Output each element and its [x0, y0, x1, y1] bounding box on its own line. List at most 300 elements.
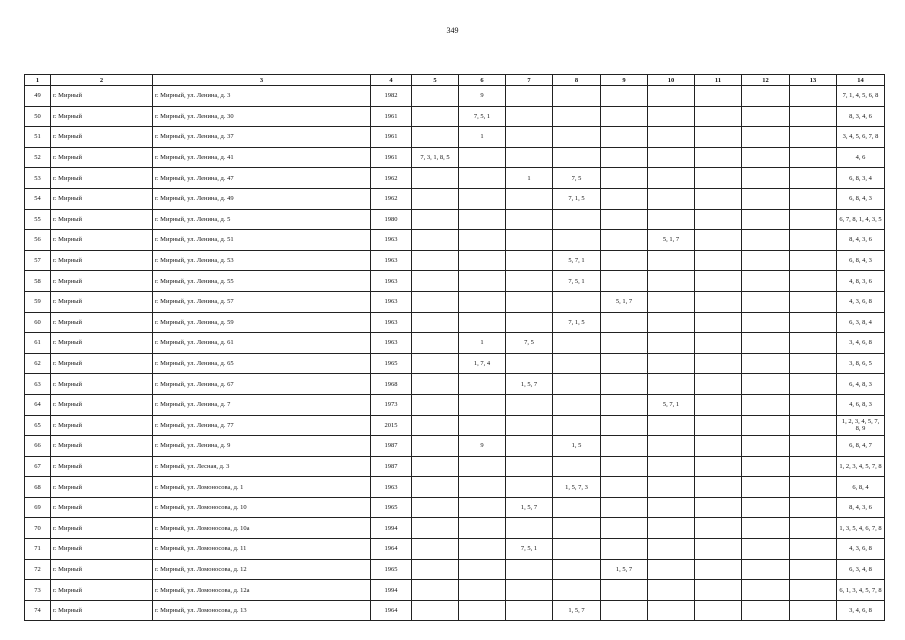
- cell-col-6: 1: [459, 333, 506, 354]
- cell-col-3: г. Мирный, ул. Ломоносова, д. 12: [153, 559, 371, 580]
- cell-col-4: 1961: [371, 127, 412, 148]
- cell-col-12: [742, 518, 790, 539]
- cell-col-7: 1: [506, 168, 553, 189]
- cell-col-11: [695, 250, 742, 271]
- cell-col-3: г. Мирный, ул. Ленина, д. 51: [153, 230, 371, 251]
- cell-col-1: 56: [25, 230, 51, 251]
- cell-col-6: [459, 230, 506, 251]
- cell-col-4: 1961: [371, 106, 412, 127]
- cell-col-8: [553, 497, 601, 518]
- cell-col-13: [790, 230, 837, 251]
- cell-col-1: 54: [25, 188, 51, 209]
- cell-col-6: 1, 7, 4: [459, 353, 506, 374]
- cell-col-9: [601, 497, 648, 518]
- cell-col-10: [648, 436, 695, 457]
- cell-col-13: [790, 477, 837, 498]
- cell-col-13: [790, 333, 837, 354]
- table-row: [25, 168, 885, 189]
- cell-col-10: [648, 312, 695, 333]
- cell-col-11: [695, 374, 742, 395]
- cell-col-1: 70: [25, 518, 51, 539]
- cell-col-4: 1963: [371, 333, 412, 354]
- cell-col-6: [459, 539, 506, 560]
- cell-col-2: г. Мирный: [51, 477, 153, 498]
- cell-col-7: [506, 106, 553, 127]
- table-row: [25, 559, 885, 580]
- cell-col-14: 6, 8, 4: [837, 477, 885, 498]
- cell-col-2: г. Мирный: [51, 518, 153, 539]
- cell-col-13: [790, 456, 837, 477]
- cell-col-3: г. Мирный, ул. Ломоносова, д. 13: [153, 600, 371, 621]
- cell-col-11: [695, 291, 742, 312]
- cell-col-7: 7, 5: [506, 333, 553, 354]
- cell-col-3: г. Мирный, ул. Ленина, д. 77: [153, 415, 371, 436]
- cell-col-13: [790, 436, 837, 457]
- cell-col-12: [742, 168, 790, 189]
- cell-col-14: 6, 1, 3, 4, 5, 7, 8: [837, 580, 885, 601]
- cell-col-11: [695, 456, 742, 477]
- cell-col-4: 1962: [371, 168, 412, 189]
- cell-col-10: [648, 209, 695, 230]
- cell-col-1: 72: [25, 559, 51, 580]
- cell-col-1: 50: [25, 106, 51, 127]
- cell-col-9: [601, 312, 648, 333]
- cell-col-1: 67: [25, 456, 51, 477]
- cell-col-6: 1: [459, 127, 506, 148]
- cell-col-12: [742, 230, 790, 251]
- cell-col-5: [412, 106, 459, 127]
- cell-col-4: 1965: [371, 353, 412, 374]
- cell-col-11: [695, 600, 742, 621]
- table-row: [25, 415, 885, 436]
- cell-col-8: [553, 580, 601, 601]
- column-header-5: 5: [412, 75, 459, 86]
- cell-col-13: [790, 353, 837, 374]
- cell-col-7: 1, 5, 7: [506, 374, 553, 395]
- cell-col-12: [742, 477, 790, 498]
- cell-col-7: [506, 353, 553, 374]
- cell-col-14: 6, 8, 4, 3: [837, 250, 885, 271]
- column-header-8: 8: [553, 75, 601, 86]
- cell-col-4: 1980: [371, 209, 412, 230]
- cell-col-7: [506, 415, 553, 436]
- cell-col-14: 6, 8, 4, 7: [837, 436, 885, 457]
- cell-col-12: [742, 374, 790, 395]
- cell-col-13: [790, 147, 837, 168]
- cell-col-4: 1964: [371, 600, 412, 621]
- cell-col-3: г. Мирный, ул. Ломоносова, д. 10а: [153, 518, 371, 539]
- cell-col-10: [648, 559, 695, 580]
- cell-col-7: [506, 559, 553, 580]
- cell-col-1: 57: [25, 250, 51, 271]
- cell-col-2: г. Мирный: [51, 230, 153, 251]
- cell-col-9: [601, 456, 648, 477]
- table-row: [25, 374, 885, 395]
- cell-col-3: г. Мирный, ул. Ленина, д. 30: [153, 106, 371, 127]
- cell-col-14: 7, 1, 4, 5, 6, 8: [837, 86, 885, 107]
- cell-col-8: 5, 7, 1: [553, 250, 601, 271]
- cell-col-12: [742, 312, 790, 333]
- cell-col-9: [601, 106, 648, 127]
- cell-col-14: 8, 3, 4, 6: [837, 106, 885, 127]
- cell-col-6: [459, 168, 506, 189]
- cell-col-8: 7, 1, 5: [553, 312, 601, 333]
- cell-col-10: 5, 1, 7: [648, 230, 695, 251]
- table-row: [25, 250, 885, 271]
- cell-col-13: [790, 312, 837, 333]
- cell-col-8: 1, 5, 7: [553, 600, 601, 621]
- cell-col-4: 1994: [371, 518, 412, 539]
- column-header-11: 11: [695, 75, 742, 86]
- table-row: [25, 230, 885, 251]
- cell-col-5: [412, 188, 459, 209]
- cell-col-13: [790, 127, 837, 148]
- cell-col-13: [790, 559, 837, 580]
- cell-col-7: 7, 5, 1: [506, 539, 553, 560]
- cell-col-5: [412, 497, 459, 518]
- cell-col-9: [601, 127, 648, 148]
- cell-col-7: 1, 5, 7: [506, 497, 553, 518]
- column-header-14: 14: [837, 75, 885, 86]
- cell-col-4: 1961: [371, 147, 412, 168]
- cell-col-5: [412, 168, 459, 189]
- cell-col-7: [506, 456, 553, 477]
- cell-col-4: 1968: [371, 374, 412, 395]
- cell-col-11: [695, 580, 742, 601]
- cell-col-3: г. Мирный, ул. Ленина, д. 67: [153, 374, 371, 395]
- cell-col-8: 7, 5: [553, 168, 601, 189]
- cell-col-11: [695, 353, 742, 374]
- cell-col-10: [648, 106, 695, 127]
- cell-col-5: [412, 436, 459, 457]
- cell-col-7: [506, 580, 553, 601]
- cell-col-6: [459, 415, 506, 436]
- cell-col-2: г. Мирный: [51, 600, 153, 621]
- cell-col-9: 1, 5, 7: [601, 559, 648, 580]
- cell-col-13: [790, 209, 837, 230]
- cell-col-3: г. Мирный, ул. Ломоносова, д. 12а: [153, 580, 371, 601]
- cell-col-10: [648, 168, 695, 189]
- cell-col-2: г. Мирный: [51, 394, 153, 415]
- cell-col-14: 6, 8, 3, 4: [837, 168, 885, 189]
- cell-col-2: г. Мирный: [51, 333, 153, 354]
- cell-col-5: [412, 312, 459, 333]
- cell-col-8: [553, 518, 601, 539]
- cell-col-3: г. Мирный, ул. Ленина, д. 61: [153, 333, 371, 354]
- cell-col-14: 3, 8, 6, 5: [837, 353, 885, 374]
- cell-col-11: [695, 147, 742, 168]
- table-row: [25, 127, 885, 148]
- cell-col-5: [412, 415, 459, 436]
- cell-col-3: г. Мирный, ул. Ленина, д. 3: [153, 86, 371, 107]
- cell-col-10: 5, 7, 1: [648, 394, 695, 415]
- cell-col-11: [695, 497, 742, 518]
- cell-col-6: [459, 456, 506, 477]
- cell-col-2: г. Мирный: [51, 250, 153, 271]
- cell-col-14: 6, 3, 8, 4: [837, 312, 885, 333]
- cell-col-8: [553, 539, 601, 560]
- cell-col-12: [742, 600, 790, 621]
- cell-col-3: г. Мирный, ул. Ленина, д. 57: [153, 291, 371, 312]
- cell-col-8: 7, 5, 1: [553, 271, 601, 292]
- table-row: [25, 188, 885, 209]
- cell-col-5: [412, 559, 459, 580]
- cell-col-8: [553, 106, 601, 127]
- cell-col-8: [553, 147, 601, 168]
- cell-col-6: [459, 580, 506, 601]
- cell-col-11: [695, 86, 742, 107]
- cell-col-4: 1965: [371, 497, 412, 518]
- cell-col-10: [648, 271, 695, 292]
- cell-col-11: [695, 188, 742, 209]
- cell-col-4: 1973: [371, 394, 412, 415]
- cell-col-9: [601, 353, 648, 374]
- table-row: [25, 600, 885, 621]
- cell-col-5: [412, 291, 459, 312]
- cell-col-8: 7, 1, 5: [553, 188, 601, 209]
- cell-col-14: 3, 4, 6, 8: [837, 600, 885, 621]
- header-row: [25, 75, 885, 86]
- cell-col-2: г. Мирный: [51, 353, 153, 374]
- cell-col-14: 4, 3, 6, 8: [837, 539, 885, 560]
- cell-col-9: 5, 1, 7: [601, 291, 648, 312]
- cell-col-8: 1, 5: [553, 436, 601, 457]
- cell-col-12: [742, 353, 790, 374]
- cell-col-12: [742, 415, 790, 436]
- cell-col-7: [506, 271, 553, 292]
- cell-col-5: [412, 209, 459, 230]
- cell-col-6: [459, 312, 506, 333]
- cell-col-13: [790, 291, 837, 312]
- cell-col-10: [648, 127, 695, 148]
- column-header-1: 1: [25, 75, 51, 86]
- column-header-10: 10: [648, 75, 695, 86]
- cell-col-12: [742, 271, 790, 292]
- cell-col-6: [459, 250, 506, 271]
- cell-col-10: [648, 518, 695, 539]
- cell-col-10: [648, 333, 695, 354]
- cell-col-5: [412, 127, 459, 148]
- cell-col-7: [506, 127, 553, 148]
- cell-col-13: [790, 580, 837, 601]
- cell-col-2: г. Мирный: [51, 436, 153, 457]
- cell-col-5: [412, 518, 459, 539]
- cell-col-2: г. Мирный: [51, 456, 153, 477]
- cell-col-3: г. Мирный, ул. Ленина, д. 37: [153, 127, 371, 148]
- cell-col-1: 52: [25, 147, 51, 168]
- cell-col-14: 3, 4, 6, 8: [837, 333, 885, 354]
- cell-col-11: [695, 436, 742, 457]
- cell-col-12: [742, 539, 790, 560]
- cell-col-14: 1, 3, 5, 4, 6, 7, 8: [837, 518, 885, 539]
- cell-col-6: [459, 559, 506, 580]
- cell-col-11: [695, 168, 742, 189]
- cell-col-1: 59: [25, 291, 51, 312]
- cell-col-8: [553, 230, 601, 251]
- cell-col-2: г. Мирный: [51, 168, 153, 189]
- cell-col-4: 1963: [371, 291, 412, 312]
- cell-col-8: [553, 333, 601, 354]
- cell-col-6: [459, 477, 506, 498]
- cell-col-14: 6, 4, 8, 3: [837, 374, 885, 395]
- cell-col-3: г. Мирный, ул. Ленина, д. 41: [153, 147, 371, 168]
- cell-col-7: [506, 436, 553, 457]
- table-row: [25, 333, 885, 354]
- cell-col-9: [601, 147, 648, 168]
- page-number: 349: [446, 26, 459, 35]
- cell-col-2: г. Мирный: [51, 312, 153, 333]
- cell-col-12: [742, 127, 790, 148]
- cell-col-5: [412, 539, 459, 560]
- cell-col-8: [553, 353, 601, 374]
- cell-col-9: [601, 230, 648, 251]
- cell-col-1: 71: [25, 539, 51, 560]
- cell-col-7: [506, 394, 553, 415]
- cell-col-12: [742, 291, 790, 312]
- table-row: [25, 539, 885, 560]
- table-row: [25, 106, 885, 127]
- cell-col-3: г. Мирный, ул. Ленина, д. 65: [153, 353, 371, 374]
- cell-col-1: 53: [25, 168, 51, 189]
- cell-col-5: [412, 230, 459, 251]
- cell-col-9: [601, 374, 648, 395]
- cell-col-9: [601, 86, 648, 107]
- table-row: [25, 477, 885, 498]
- cell-col-10: [648, 477, 695, 498]
- cell-col-9: [601, 415, 648, 436]
- table-body: [25, 86, 885, 621]
- cell-col-8: [553, 86, 601, 107]
- cell-col-14: 1, 2, 3, 4, 5, 7, 8: [837, 456, 885, 477]
- cell-col-7: [506, 86, 553, 107]
- cell-col-5: [412, 477, 459, 498]
- cell-col-3: г. Мирный, ул. Ленина, д. 9: [153, 436, 371, 457]
- cell-col-12: [742, 188, 790, 209]
- cell-col-1: 51: [25, 127, 51, 148]
- cell-col-12: [742, 394, 790, 415]
- cell-col-3: г. Мирный, ул. Ленина, д. 55: [153, 271, 371, 292]
- cell-col-3: г. Мирный, ул. Ленина, д. 47: [153, 168, 371, 189]
- cell-col-7: [506, 477, 553, 498]
- table-row: [25, 291, 885, 312]
- cell-col-12: [742, 436, 790, 457]
- column-header-12: 12: [742, 75, 790, 86]
- cell-col-9: [601, 394, 648, 415]
- cell-col-12: [742, 497, 790, 518]
- cell-col-4: 1965: [371, 559, 412, 580]
- cell-col-3: г. Мирный, ул. Ломоносова, д. 11: [153, 539, 371, 560]
- cell-col-1: 68: [25, 477, 51, 498]
- cell-col-1: 73: [25, 580, 51, 601]
- cell-col-2: г. Мирный: [51, 415, 153, 436]
- cell-col-6: [459, 147, 506, 168]
- cell-col-2: г. Мирный: [51, 271, 153, 292]
- cell-col-11: [695, 230, 742, 251]
- cell-col-3: г. Мирный, ул. Ленина, д. 53: [153, 250, 371, 271]
- cell-col-10: [648, 580, 695, 601]
- cell-col-14: 4, 8, 3, 6: [837, 271, 885, 292]
- cell-col-2: г. Мирный: [51, 291, 153, 312]
- cell-col-10: [648, 415, 695, 436]
- register-table: [24, 74, 885, 621]
- column-header-7: 7: [506, 75, 553, 86]
- cell-col-13: [790, 374, 837, 395]
- cell-col-9: [601, 168, 648, 189]
- cell-col-8: [553, 394, 601, 415]
- cell-col-4: 1964: [371, 539, 412, 560]
- cell-col-10: [648, 456, 695, 477]
- cell-col-11: [695, 559, 742, 580]
- cell-col-12: [742, 333, 790, 354]
- table-row: [25, 271, 885, 292]
- cell-col-11: [695, 271, 742, 292]
- cell-col-8: [553, 127, 601, 148]
- table-row: [25, 456, 885, 477]
- cell-col-11: [695, 415, 742, 436]
- cell-col-5: [412, 374, 459, 395]
- cell-col-7: [506, 230, 553, 251]
- column-header-2: 2: [51, 75, 153, 86]
- cell-col-13: [790, 86, 837, 107]
- cell-col-13: [790, 539, 837, 560]
- cell-col-5: [412, 600, 459, 621]
- cell-col-4: 1963: [371, 250, 412, 271]
- cell-col-1: 64: [25, 394, 51, 415]
- cell-col-2: г. Мирный: [51, 106, 153, 127]
- cell-col-2: г. Мирный: [51, 127, 153, 148]
- cell-col-1: 62: [25, 353, 51, 374]
- cell-col-9: [601, 477, 648, 498]
- cell-col-12: [742, 456, 790, 477]
- table-row: [25, 86, 885, 107]
- cell-col-1: 55: [25, 209, 51, 230]
- cell-col-7: [506, 209, 553, 230]
- cell-col-4: 1963: [371, 271, 412, 292]
- cell-col-2: г. Мирный: [51, 147, 153, 168]
- cell-col-13: [790, 415, 837, 436]
- cell-col-1: 58: [25, 271, 51, 292]
- cell-col-12: [742, 559, 790, 580]
- cell-col-11: [695, 539, 742, 560]
- cell-col-11: [695, 106, 742, 127]
- cell-col-13: [790, 600, 837, 621]
- cell-col-10: [648, 539, 695, 560]
- cell-col-3: г. Мирный, ул. Ленина, д. 49: [153, 188, 371, 209]
- table-row: [25, 394, 885, 415]
- cell-col-2: г. Мирный: [51, 209, 153, 230]
- cell-col-3: г. Мирный, ул. Ленина, д. 7: [153, 394, 371, 415]
- cell-col-6: [459, 374, 506, 395]
- cell-col-14: 8, 4, 3, 6: [837, 230, 885, 251]
- cell-col-13: [790, 271, 837, 292]
- cell-col-8: 1, 5, 7, 3: [553, 477, 601, 498]
- cell-col-10: [648, 353, 695, 374]
- cell-col-9: [601, 600, 648, 621]
- cell-col-14: 6, 3, 4, 8: [837, 559, 885, 580]
- cell-col-1: 65: [25, 415, 51, 436]
- cell-col-13: [790, 518, 837, 539]
- cell-col-4: 1963: [371, 477, 412, 498]
- cell-col-14: 3, 4, 5, 6, 7, 8: [837, 127, 885, 148]
- cell-col-14: 4, 3, 6, 8: [837, 291, 885, 312]
- cell-col-10: [648, 188, 695, 209]
- cell-col-7: [506, 188, 553, 209]
- cell-col-3: г. Мирный, ул. Ломоносова, д. 1: [153, 477, 371, 498]
- cell-col-10: [648, 291, 695, 312]
- table-header: [25, 75, 885, 86]
- cell-col-2: г. Мирный: [51, 188, 153, 209]
- cell-col-14: 4, 6: [837, 147, 885, 168]
